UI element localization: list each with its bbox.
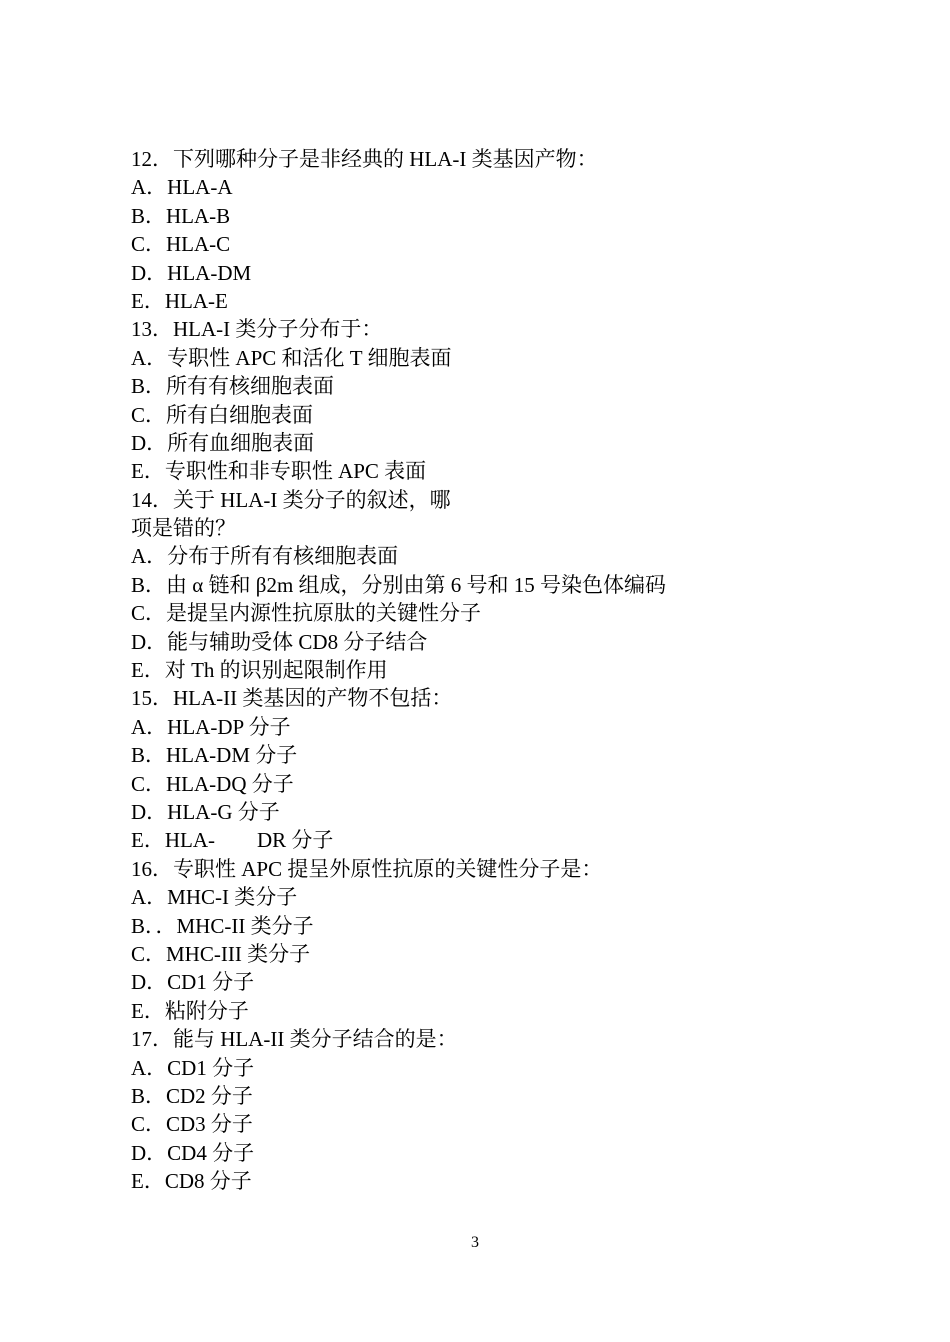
q15-option-b: B．HLA-DM 分子: [131, 743, 298, 768]
question-17-stem: 17．能与 HLA-II 类分子结合的是：: [131, 1027, 458, 1052]
q15-option-d: D．HLA-G 分子: [131, 799, 280, 824]
question-12-stem: 12．下列哪种分子是非经典的 HLA-I 类基因产物：: [131, 147, 598, 171]
question-13-stem: 13．HLA-I 类分子分布于：: [131, 317, 383, 342]
q16-option-b: B．．MHC-II 类分子: [131, 913, 314, 938]
q16-option-e: E．粘附分子: [131, 998, 249, 1023]
q17-option-a: A．CD1 分子: [131, 1055, 255, 1080]
question-14-stem-continued: 项是错的？: [131, 516, 236, 541]
q17-option-d: D．CD4 分子: [131, 1140, 255, 1165]
q12-option-b: B．HLA-B: [131, 203, 231, 228]
q17-option-e: E．CD8 分子: [131, 1169, 252, 1194]
q12-option-c: C．HLA-C: [131, 232, 231, 257]
q12-option-a: A．HLA-A: [131, 175, 233, 200]
question-15-stem: 15．HLA-II 类基因的产物不包括：: [131, 686, 453, 711]
q13-option-d: D．所有血细胞表面: [131, 430, 315, 455]
q15-option-c: C．HLA-DQ 分子: [131, 771, 294, 796]
q12-option-e: E．HLA-E: [131, 288, 228, 313]
q14-option-a: A．分布于所有有核细胞表面: [131, 544, 399, 569]
q13-option-c: C．所有白细胞表面: [131, 402, 314, 427]
question-16-stem: 16．专职性 APC 提呈外原性抗原的关键性分子是：: [131, 856, 603, 881]
q15-option-a: A．HLA-DP 分子: [131, 714, 291, 739]
q13-option-a: A．专职性 APC 和活化 T 细胞表面: [131, 345, 452, 370]
q14-option-d: D．能与辅助受体 CD8 分子结合: [131, 629, 428, 654]
question-14-stem: 14．关于 HLA-I 类分子的叙述，哪: [131, 487, 451, 512]
q16-option-d: D．CD1 分子: [131, 970, 255, 995]
question-list: [131, 145, 831, 1195]
q17-option-b: B．CD2 分子: [131, 1083, 253, 1108]
q16-option-a: A．MHC-I 类分子: [131, 885, 298, 910]
q14-option-c: C．是提呈内源性抗原肽的关键性分子: [131, 601, 482, 626]
q16-option-c: C．MHC-III 类分子: [131, 941, 311, 966]
q12-option-d: D．HLA-DM: [131, 260, 252, 285]
q17-option-c: C．CD3 分子: [131, 1112, 253, 1137]
q14-option-e: E．对 Th 的识别起限制作用: [131, 658, 388, 683]
page-number: 3: [471, 1234, 479, 1251]
q13-option-e: E．专职性和非专职性 APC 表面: [131, 459, 427, 484]
q14-option-b: B．由 α 链和 β2m 组成，分别由第 6 号和 15 号染色体编码: [131, 572, 667, 597]
q13-option-b: B．所有有核细胞表面: [131, 374, 335, 399]
q15-option-e: E．HLA- DR 分子: [131, 828, 334, 853]
